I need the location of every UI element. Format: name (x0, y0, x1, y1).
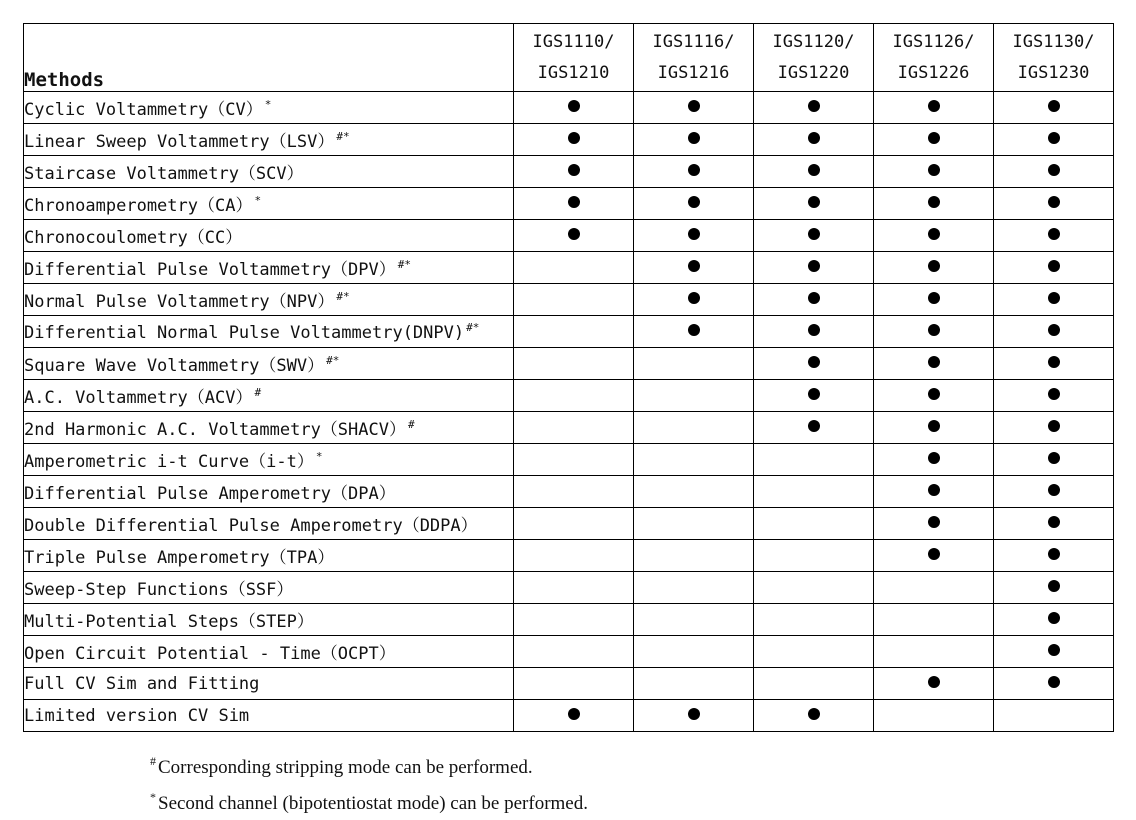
support-cell (874, 92, 994, 124)
support-cell (514, 668, 634, 700)
supported-dot-icon (808, 708, 820, 720)
model-line: IGS1116/ (652, 31, 735, 52)
support-cell (754, 540, 874, 572)
support-cell (634, 508, 754, 540)
method-name (24, 412, 514, 444)
model-line: IGS1120/ (772, 31, 855, 52)
footnote (150, 748, 588, 784)
table-row (24, 316, 1114, 348)
table-row (24, 508, 1114, 540)
support-cell (994, 636, 1114, 668)
support-cell (514, 156, 634, 188)
support-cell (634, 604, 754, 636)
supported-dot-icon (1048, 420, 1060, 432)
supported-dot-icon (808, 324, 820, 336)
support-cell (874, 188, 994, 220)
supported-dot-icon (1048, 292, 1060, 304)
supported-dot-icon (928, 452, 940, 464)
method-name (24, 380, 514, 412)
support-cell (634, 348, 754, 380)
support-cell (754, 668, 874, 700)
support-cell (754, 220, 874, 252)
method-label: Differential Pulse Voltammetry（DPV） (24, 260, 396, 280)
support-cell (874, 636, 994, 668)
support-cell (754, 188, 874, 220)
support-cell (874, 348, 994, 380)
support-cell (994, 124, 1114, 156)
supported-dot-icon (688, 228, 700, 240)
support-cell (754, 284, 874, 316)
supported-dot-icon (928, 196, 940, 208)
support-cell (754, 700, 874, 732)
support-cell (874, 604, 994, 636)
support-cell (874, 380, 994, 412)
support-cell (514, 604, 634, 636)
method-footnote-mark: #* (326, 354, 340, 367)
support-cell (754, 316, 874, 348)
support-cell (634, 188, 754, 220)
method-name (24, 156, 514, 188)
support-cell (754, 156, 874, 188)
method-name (24, 348, 514, 380)
support-cell (874, 220, 994, 252)
table-row (24, 380, 1114, 412)
support-cell (994, 508, 1114, 540)
model-line: IGS1210 (537, 62, 610, 83)
method-name (24, 540, 514, 572)
support-cell (634, 476, 754, 508)
method-name (24, 92, 514, 124)
footnote-symbol: * (150, 790, 156, 804)
supported-dot-icon (928, 324, 940, 336)
model-header (514, 24, 634, 92)
support-cell (754, 636, 874, 668)
support-cell (994, 316, 1114, 348)
supported-dot-icon (808, 228, 820, 240)
supported-dot-icon (808, 388, 820, 400)
supported-dot-icon (928, 292, 940, 304)
support-cell (874, 668, 994, 700)
support-cell (874, 412, 994, 444)
support-cell (754, 508, 874, 540)
support-cell (994, 540, 1114, 572)
supported-dot-icon (1048, 516, 1060, 528)
supported-dot-icon (808, 164, 820, 176)
method-label: Multi-Potential Steps（STEP） (24, 612, 314, 632)
method-label: Amperometric i-t Curve（i-t） (24, 452, 314, 472)
method-name (24, 316, 514, 348)
supported-dot-icon (688, 292, 700, 304)
model-line: IGS1226 (897, 62, 970, 83)
model-header (874, 24, 994, 92)
support-cell (994, 668, 1114, 700)
supported-dot-icon (1048, 260, 1060, 272)
support-cell (514, 188, 634, 220)
table-row (24, 124, 1114, 156)
supported-dot-icon (688, 260, 700, 272)
footnote-text: Second channel (bipotentiostat mode) can be performed. (158, 793, 588, 814)
supported-dot-icon (568, 132, 580, 144)
supported-dot-icon (808, 132, 820, 144)
supported-dot-icon (1048, 100, 1060, 112)
support-cell (514, 92, 634, 124)
support-cell (514, 348, 634, 380)
table-row (24, 156, 1114, 188)
supported-dot-icon (928, 676, 940, 688)
support-cell (634, 540, 754, 572)
method-label: Full CV Sim and Fitting (24, 673, 260, 694)
supported-dot-icon (1048, 644, 1060, 656)
support-cell (634, 668, 754, 700)
method-name (24, 444, 514, 476)
supported-dot-icon (928, 356, 940, 368)
method-label: Triple Pulse Amperometry（TPA） (24, 548, 335, 568)
support-cell (634, 92, 754, 124)
method-footnote-mark: # (254, 386, 262, 399)
support-cell (874, 316, 994, 348)
support-cell (514, 380, 634, 412)
method-label: Limited version CV Sim (24, 705, 250, 726)
method-footnote-mark: #* (336, 290, 350, 303)
method-name (24, 124, 514, 156)
support-cell (514, 508, 634, 540)
method-footnote-mark: #* (336, 130, 350, 143)
supported-dot-icon (688, 164, 700, 176)
supported-dot-icon (928, 484, 940, 496)
method-name (24, 284, 514, 316)
support-cell (634, 220, 754, 252)
method-footnote-mark: #* (397, 258, 412, 271)
support-cell (994, 348, 1114, 380)
method-label: Open Circuit Potential - Time（OCPT） (24, 644, 396, 664)
support-cell (874, 156, 994, 188)
method-label: Staircase Voltammetry（SCV） (24, 164, 304, 184)
method-footnote-mark: * (264, 98, 272, 111)
methods-table (23, 23, 1114, 732)
supported-dot-icon (568, 708, 580, 720)
supported-dot-icon (688, 196, 700, 208)
model-line: IGS1126/ (892, 31, 975, 52)
supported-dot-icon (688, 132, 700, 144)
support-cell (634, 380, 754, 412)
method-label: Differential Normal Pulse Voltammetry(DNPV) (24, 322, 465, 343)
support-cell (994, 92, 1114, 124)
table-row (24, 668, 1114, 700)
methods-body (24, 92, 1114, 732)
method-name (24, 220, 514, 252)
model-line: IGS1216 (657, 62, 730, 83)
supported-dot-icon (688, 324, 700, 336)
method-name (24, 252, 514, 284)
method-name (24, 188, 514, 220)
supported-dot-icon (928, 164, 940, 176)
support-cell (874, 572, 994, 604)
support-cell (874, 124, 994, 156)
table-row (24, 348, 1114, 380)
support-cell (514, 220, 634, 252)
support-cell (754, 252, 874, 284)
support-cell (514, 412, 634, 444)
method-label: Normal Pulse Voltammetry（NPV） (24, 292, 335, 312)
support-cell (514, 252, 634, 284)
support-cell (754, 124, 874, 156)
table-row (24, 572, 1114, 604)
supported-dot-icon (1048, 164, 1060, 176)
method-label: Linear Sweep Voltammetry（LSV） (24, 132, 335, 152)
support-cell (994, 444, 1114, 476)
supported-dot-icon (808, 356, 820, 368)
method-footnote-mark: * (254, 194, 262, 207)
support-cell (634, 412, 754, 444)
support-cell (634, 444, 754, 476)
support-cell (994, 572, 1114, 604)
supported-dot-icon (1048, 612, 1060, 624)
support-cell (514, 572, 634, 604)
method-footnote-mark: # (408, 418, 415, 431)
support-cell (994, 412, 1114, 444)
supported-dot-icon (1048, 196, 1060, 208)
supported-dot-icon (568, 196, 580, 208)
supported-dot-icon (928, 548, 940, 560)
support-cell (514, 476, 634, 508)
method-label: 2nd Harmonic A.C. Voltammetry（SHACV） (24, 420, 406, 440)
supported-dot-icon (928, 388, 940, 400)
supported-dot-icon (928, 260, 940, 272)
support-cell (514, 316, 634, 348)
supported-dot-icon (928, 228, 940, 240)
support-cell (874, 252, 994, 284)
support-cell (634, 572, 754, 604)
support-cell (754, 412, 874, 444)
support-cell (754, 572, 874, 604)
support-cell (514, 444, 634, 476)
table-row (24, 476, 1114, 508)
method-label: A.C. Voltammetry（ACV） (24, 388, 253, 408)
method-footnote-mark: * (315, 450, 323, 463)
supported-dot-icon (808, 292, 820, 304)
method-name (24, 508, 514, 540)
support-cell (994, 476, 1114, 508)
supported-dot-icon (1048, 580, 1060, 592)
method-label: Differential Pulse Amperometry（DPA） (24, 484, 396, 504)
footnote-symbol: # (150, 754, 156, 768)
method-name (24, 668, 514, 700)
support-cell (754, 444, 874, 476)
support-cell (874, 540, 994, 572)
supported-dot-icon (1048, 132, 1060, 144)
supported-dot-icon (568, 100, 580, 112)
model-header (994, 24, 1114, 92)
model-line: IGS1130/ (1012, 31, 1095, 52)
supported-dot-icon (1048, 452, 1060, 464)
table-row (24, 700, 1114, 732)
table-row (24, 188, 1114, 220)
table-row (24, 540, 1114, 572)
header-row (24, 24, 1114, 92)
support-cell (634, 316, 754, 348)
supported-dot-icon (928, 132, 940, 144)
method-label: Cyclic Voltammetry（CV） (24, 100, 263, 120)
method-name (24, 604, 514, 636)
supported-dot-icon (568, 164, 580, 176)
method-label: Chronocoulometry（CC） (24, 228, 243, 248)
model-line: IGS1220 (777, 62, 850, 83)
support-cell (874, 444, 994, 476)
table-row (24, 220, 1114, 252)
support-cell (634, 156, 754, 188)
table-row (24, 636, 1114, 668)
supported-dot-icon (1048, 356, 1060, 368)
table-row (24, 252, 1114, 284)
support-cell (874, 284, 994, 316)
method-label: Double Differential Pulse Amperometry（DDPA） (24, 516, 478, 536)
supported-dot-icon (688, 708, 700, 720)
table-row (24, 444, 1114, 476)
support-cell (514, 284, 634, 316)
supported-dot-icon (1048, 324, 1060, 336)
supported-dot-icon (1048, 676, 1060, 688)
model-line: IGS1230 (1017, 62, 1090, 83)
support-cell (754, 348, 874, 380)
table-row (24, 92, 1114, 124)
methods-header: Methods (24, 24, 514, 92)
table-row (24, 284, 1114, 316)
support-cell (994, 380, 1114, 412)
supported-dot-icon (928, 420, 940, 432)
method-name (24, 476, 514, 508)
method-name (24, 572, 514, 604)
support-cell (514, 636, 634, 668)
support-cell (514, 700, 634, 732)
table-row (24, 604, 1114, 636)
support-cell (994, 156, 1114, 188)
supported-dot-icon (1048, 548, 1060, 560)
supported-dot-icon (568, 228, 580, 240)
footnote-text: Corresponding stripping mode can be performed. (158, 757, 533, 778)
model-line: IGS1110/ (532, 31, 615, 52)
method-name (24, 636, 514, 668)
support-cell (994, 700, 1114, 732)
supported-dot-icon (1048, 228, 1060, 240)
support-cell (634, 284, 754, 316)
supported-dot-icon (928, 100, 940, 112)
support-cell (874, 476, 994, 508)
support-cell (994, 284, 1114, 316)
supported-dot-icon (808, 260, 820, 272)
supported-dot-icon (808, 100, 820, 112)
support-cell (634, 252, 754, 284)
footnotes (150, 748, 588, 820)
method-footnote-mark: #* (466, 320, 480, 334)
method-label: Square Wave Voltammetry（SWV） (24, 356, 325, 376)
method-label: Chronoamperometry（CA） (24, 196, 253, 216)
support-cell (994, 604, 1114, 636)
supported-dot-icon (928, 516, 940, 528)
support-cell (874, 508, 994, 540)
table-row (24, 412, 1114, 444)
support-cell (874, 700, 994, 732)
support-cell (634, 636, 754, 668)
support-cell (634, 124, 754, 156)
support-cell (634, 700, 754, 732)
supported-dot-icon (1048, 484, 1060, 496)
model-header (634, 24, 754, 92)
method-name (24, 700, 514, 732)
method-label: Sweep-Step Functions（SSF） (24, 580, 294, 600)
supported-dot-icon (808, 196, 820, 208)
supported-dot-icon (808, 420, 820, 432)
support-cell (514, 124, 634, 156)
support-cell (994, 220, 1114, 252)
support-cell (994, 252, 1114, 284)
support-cell (754, 380, 874, 412)
supported-dot-icon (688, 100, 700, 112)
support-cell (754, 476, 874, 508)
supported-dot-icon (1048, 388, 1060, 400)
support-cell (754, 604, 874, 636)
model-header (754, 24, 874, 92)
support-cell (514, 540, 634, 572)
support-cell (994, 188, 1114, 220)
support-cell (754, 92, 874, 124)
footnote (150, 784, 588, 820)
